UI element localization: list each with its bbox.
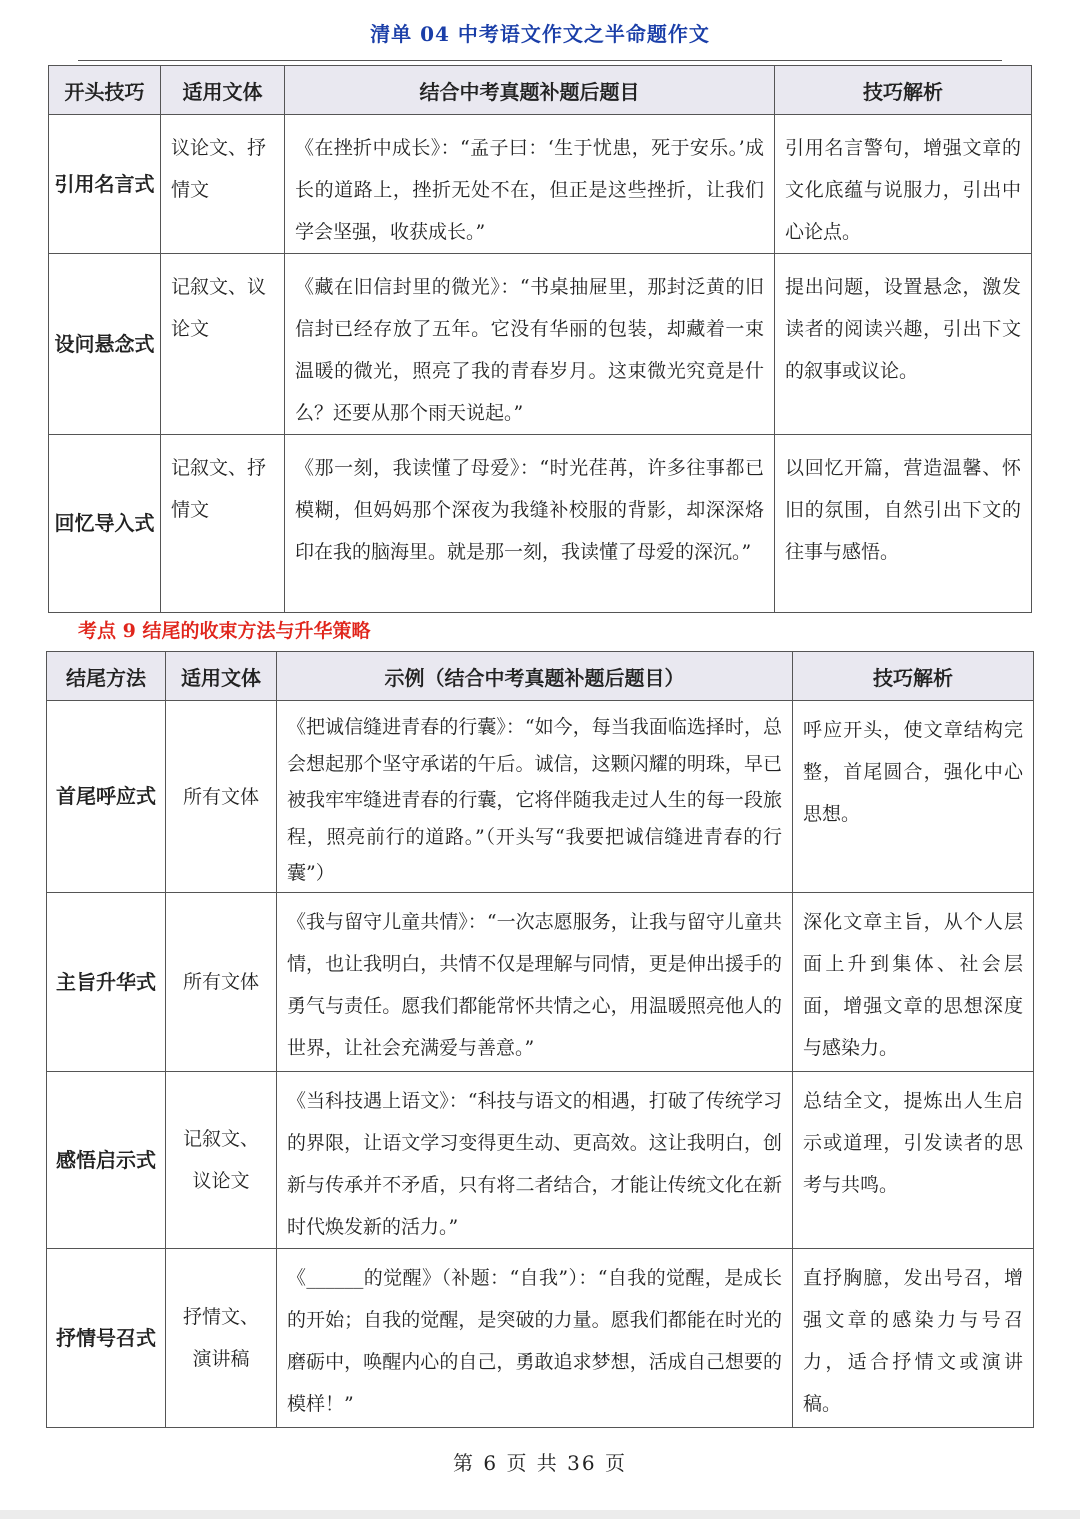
genre-cell: 记叙文、议论文 (161, 254, 285, 435)
opening-techniques-table (48, 65, 1032, 613)
analysis-cell: 直抒胸臆，发出号召，增强文章的感染力与号召力，适合抒情文或演讲稿。 (793, 1249, 1034, 1428)
example-cell: 《______的觉醒》（补题：“自我”）：“自我的觉醒，是成长的开始；自我的觉醒，是突破的力量。愿我们都能在时光的磨砺中，唤醒内心的自己，勇敢追求梦想，活成自己想要的模样！” (277, 1249, 793, 1428)
column-header: 技巧解析 (775, 66, 1032, 115)
table-header-row (47, 652, 1034, 701)
example-cell: 《在挫折中成长》：“孟子曰：‘生于忧患，死于安乐。’成长的道路上，挫折无处不在，但正是这些挫折，让我们学会坚强，收获成长。” (285, 115, 775, 254)
method-cell: 主旨升华式 (47, 893, 166, 1072)
method-cell: 引用名言式 (49, 115, 161, 254)
analysis-cell: 总结全文，提炼出人生启示或道理，引发读者的思考与共鸣。 (793, 1072, 1034, 1249)
genre-cell: 所有文体 (166, 893, 277, 1072)
method-cell: 首尾呼应式 (47, 701, 166, 893)
table-row (49, 254, 1032, 435)
genre-cell: 所有文体 (166, 701, 277, 893)
page-number: 第 6 页 共 36 页 (453, 1451, 627, 1475)
section-heading: 考点 9 结尾的收束方法与升华策略 (78, 620, 371, 642)
analysis-cell: 提出问题，设置悬念，激发读者的阅读兴趣，引出下文的叙事或议论。 (775, 254, 1032, 435)
genre-cell: 议论文、抒情文 (161, 115, 285, 254)
example-cell: 《那一刻，我读懂了母爱》：“时光荏苒，许多往事都已模糊，但妈妈那个深夜为我缝补校服的背影，却深深烙印在我的脑海里。就是那一刻，我读懂了母爱的深沉。” (285, 435, 775, 613)
genre-cell: 抒情文、演讲稿 (166, 1249, 277, 1428)
analysis-cell: 深化文章主旨，从个人层面上升到集体、社会层面，增强文章的思想深度与感染力。 (793, 893, 1034, 1072)
table-row (49, 435, 1032, 613)
column-header: 适用文体 (166, 652, 277, 701)
example-cell: 《当科技遇上语文》：“科技与语文的相遇，打破了传统学习的界限，让语文学习变得更生动、更高效。这让我明白，创新与传承并不矛盾，只有将二者结合，才能让传统文化在新时代焕发新的活力。” (277, 1072, 793, 1249)
column-header: 示例（结合中考真题补题后题目） (277, 652, 793, 701)
method-cell: 感悟启示式 (47, 1072, 166, 1249)
column-header: 开头技巧 (49, 66, 161, 115)
table-row (47, 1072, 1034, 1249)
column-header: 结尾方法 (47, 652, 166, 701)
page-bottom-edge (0, 1510, 1080, 1519)
analysis-cell: 引用名言警句，增强文章的文化底蕴与说服力，引出中心论点。 (775, 115, 1032, 254)
example-cell: 《我与留守儿童共情》：“一次志愿服务，让我与留守儿童共情，也让我明白，共情不仅是理解与同情，更是伸出援手的勇气与责任。愿我们都能常怀共情之心，用温暖照亮他人的世界，让社会充满爱与善意。” (277, 893, 793, 1072)
example-cell: 《把诚信缝进青春的行囊》：“如今，每当我面临选择时，总会想起那个坚守承诺的午后。诚信，这颗闪耀的明珠，早已被我牢牢缝进青春的行囊，它将伴随我走过人生的每一段旅程，照亮前行的道路。”（开头写“我要把诚信缝进青春的行囊”） (277, 701, 793, 893)
ending-methods-table (46, 651, 1034, 1428)
column-header: 适用文体 (161, 66, 285, 115)
genre-cell: 记叙文、抒情文 (161, 435, 285, 613)
method-cell: 抒情号召式 (47, 1249, 166, 1428)
analysis-cell: 以回忆开篇，营造温馨、怀旧的氛围，自然引出下文的往事与感悟。 (775, 435, 1032, 613)
column-header: 技巧解析 (793, 652, 1034, 701)
method-cell: 回忆导入式 (49, 435, 161, 613)
document-title: 清单 04 中考语文作文之半命题作文 (370, 22, 710, 46)
analysis-cell: 呼应开头，使文章结构完整，首尾圆合，强化中心思想。 (793, 701, 1034, 893)
method-cell: 设问悬念式 (49, 254, 161, 435)
header-divider (78, 60, 1002, 61)
genre-cell: 记叙文、议论文 (166, 1072, 277, 1249)
table-row (47, 893, 1034, 1072)
table-row (47, 1249, 1034, 1428)
table-row (47, 701, 1034, 893)
table-header-row (49, 66, 1032, 115)
column-header: 结合中考真题补题后题目 (285, 66, 775, 115)
table-row (49, 115, 1032, 254)
example-cell: 《藏在旧信封里的微光》：“书桌抽屉里，那封泛黄的旧信封已经存放了五年。它没有华丽的包装，却藏着一束温暖的微光，照亮了我的青春岁月。这束微光究竟是什么？还要从那个雨天说起。” (285, 254, 775, 435)
